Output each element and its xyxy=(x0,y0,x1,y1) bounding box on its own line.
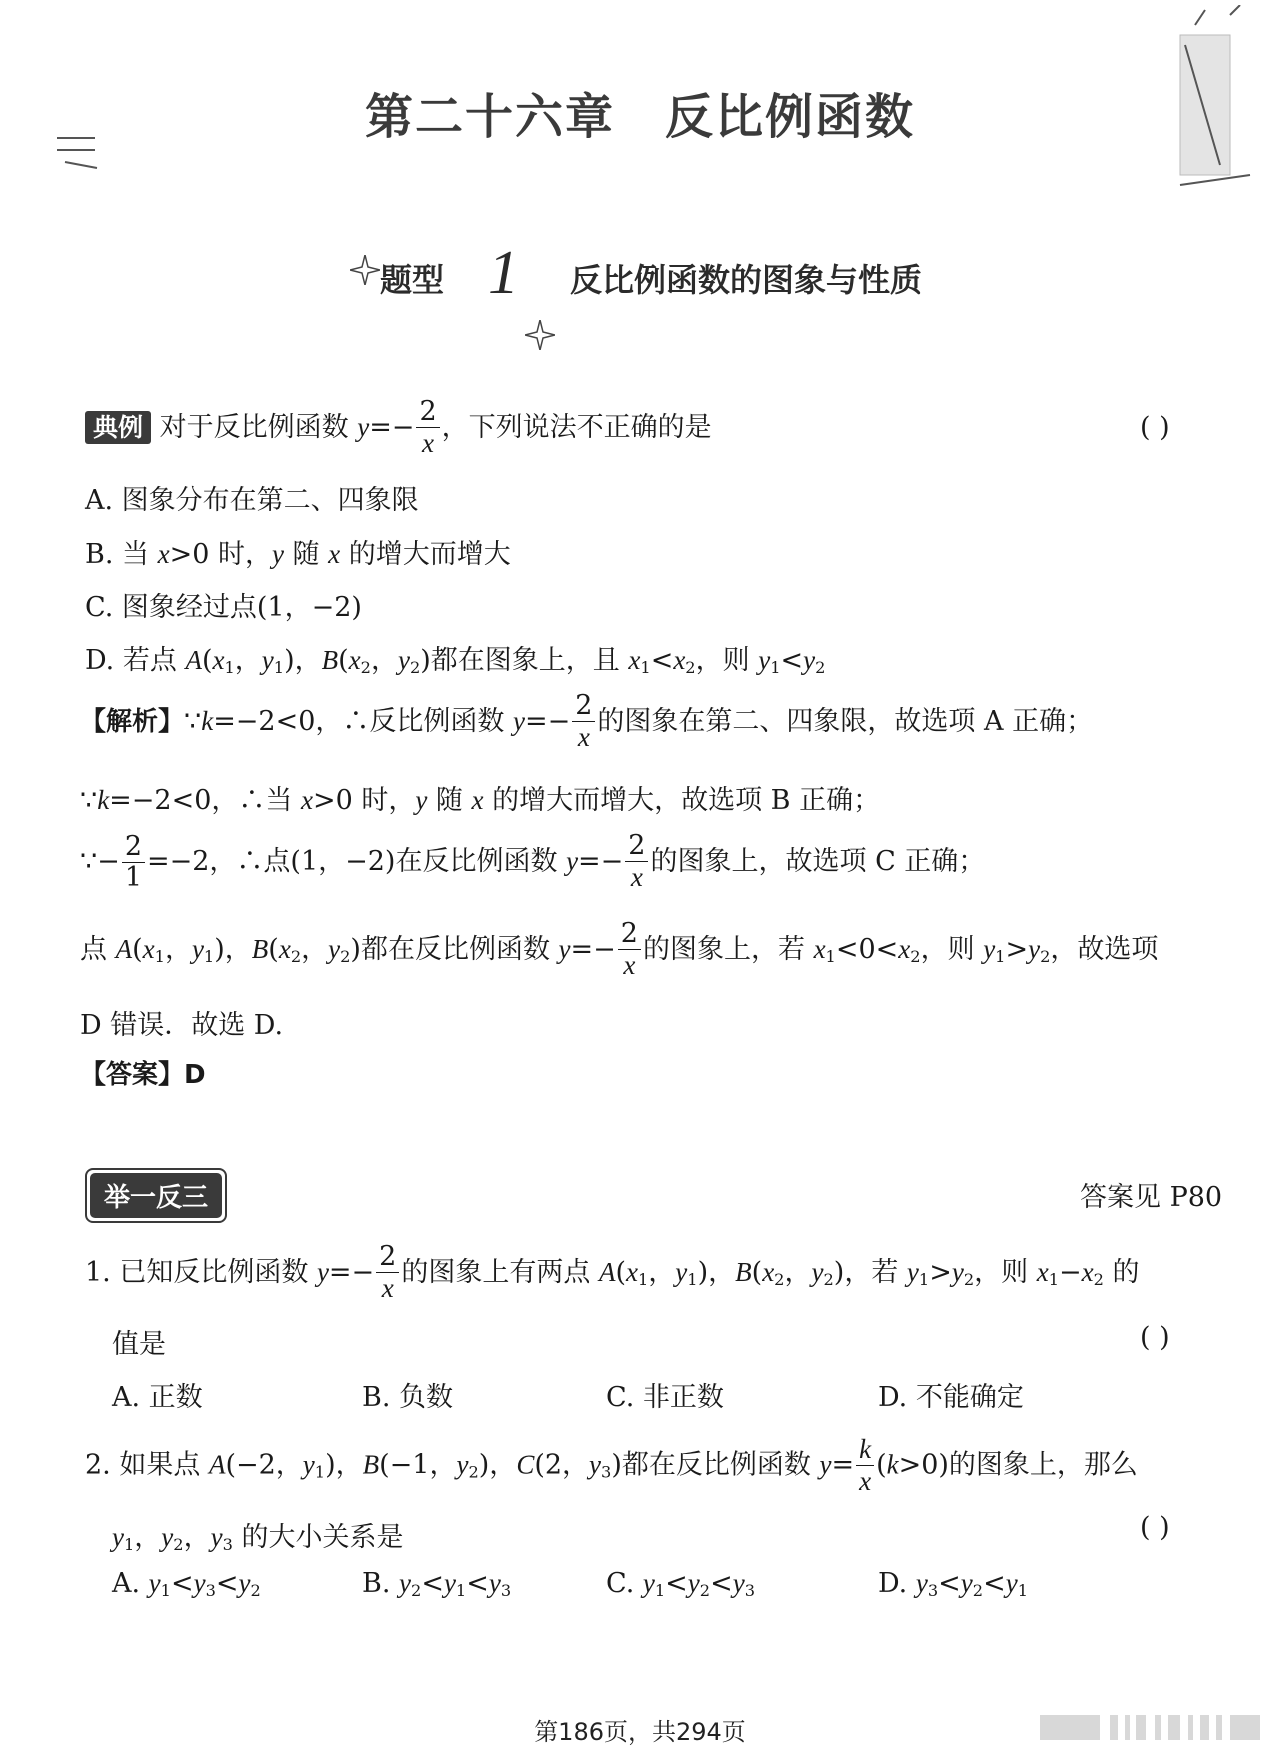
section-label: 题型 xyxy=(380,261,445,299)
q2-option-d: D. $y_3<y_2<y_1$ xyxy=(878,1568,1028,1601)
option-c: C. 图象经过点(1，−2) xyxy=(85,592,362,623)
sparkle-icon-left xyxy=(350,255,380,285)
analysis-line-4: 点 $A(x_1$，$y_1$)，$B(x_2$，$y_2$)都在反比例函数 y=− $\frac{2}{x}$ 的图象上，若 $x_1<0<x_2$，则 $y_1>y_2$，故选项 xyxy=(80,918,1159,981)
q2-option-c: C. $y_1<y_2<y_3$ xyxy=(606,1568,756,1601)
question-2-blank: ( ) xyxy=(1140,1512,1170,1543)
question-2-tail: $y_1$，$y_2$，$y_3$ 的大小关系是 xyxy=(112,1522,404,1555)
q2-option-a: A. $y_1<y_3<y_2$ xyxy=(112,1568,261,1601)
fraction: $\frac{2}{x}$ xyxy=(416,398,439,459)
option-d: D. 若点 $A(x_1$，$y_1$)，$B(x_2$，$y_2$)都在图象上，且 $x_1<x_2$，则 $y_1<y_2$ xyxy=(85,645,826,678)
option-a: A. 图象分布在第二、四象限 xyxy=(85,485,419,516)
q1-option-d: D. 不能确定 xyxy=(878,1382,1024,1413)
q1-option-c: C. 非正数 xyxy=(606,1382,724,1413)
section-number: 1 xyxy=(488,239,519,307)
example-answer-blank: ( ) xyxy=(1140,412,1170,443)
chapter-title: 第二十六章 反比例函数 xyxy=(364,89,916,145)
q1-option-a: A. 正数 xyxy=(112,1382,203,1413)
analysis-line-1: 【解析】∵k=−2<0，∴反比例函数 y=− $\frac{2}{x}$ 的图象在第二、四象限，故选项 A 正确； xyxy=(80,690,1094,753)
question-2: 2. 如果点 A(−2，$y_1$)，B(−1，$y_2$)，C(2，$y_3$)都在反比例函数 y= $\frac{k}{x}$ (k>0)的图象上，那么 xyxy=(85,1434,1138,1497)
practice-badge: 举一反三 xyxy=(85,1168,227,1223)
analysis-line-3: ∵− $\frac{2}{1}$ =−2，∴点(1，−2)在反比例函数 y=− $\frac{2}{x}$ 的图象上，故选项 C 正确； xyxy=(80,830,986,893)
q2-option-b: B. $y_2<y_1<y_3$ xyxy=(362,1568,512,1601)
example-badge: 典例 xyxy=(85,411,151,444)
analysis-line-2: ∵k=−2<0，∴当 x>0 时，y 随 x 的增大而增大，故选项 B 正确； xyxy=(80,785,881,816)
question-1-tail: 值是 xyxy=(112,1329,166,1360)
q1-option-b: B. 负数 xyxy=(362,1382,454,1413)
answer-value: D xyxy=(184,1060,206,1090)
analysis-line-5: D 错误．故选 D. xyxy=(80,1010,284,1041)
question-1: 1. 已知反比例函数 y=− $\frac{2}{x}$ 的图象上有两点 $A(x_1$，$y_1$)，$B(x_2$，$y_2$)，若 $y_1>y_2$，则 $x_1-x_2$ 的 xyxy=(85,1241,1140,1304)
option-b: B. 当 x>0 时，y 随 x 的增大而增大 xyxy=(85,539,511,570)
example-stem: 典例 对于反比例函数 y=− $\frac{2}{x}$ ，下列说法不正确的是 xyxy=(85,398,712,459)
sparkle-icon-right xyxy=(525,320,555,350)
answer-line: 【答案】D xyxy=(80,1060,206,1090)
section-name: 反比例函数的图象与性质 xyxy=(570,261,923,299)
page-footer: 第186页，共294页 xyxy=(534,1718,746,1746)
question-1-blank: ( ) xyxy=(1140,1322,1170,1353)
answer-reference: 答案见 P80 xyxy=(1080,1182,1223,1213)
